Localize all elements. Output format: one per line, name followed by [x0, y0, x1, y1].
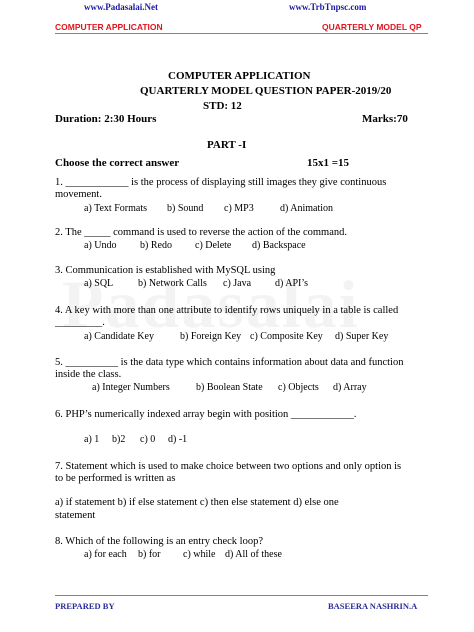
top-link-padasalai[interactable]: www.Padasalai.Net: [84, 2, 158, 12]
question-6-option-c: c) 0: [140, 434, 156, 445]
question-4-option-a: a) Candidate Key: [84, 331, 154, 342]
question-1-option-c: c) MP3: [224, 203, 254, 214]
question-5-option-a: a) Integer Numbers: [92, 382, 170, 393]
top-link-trbtnpsc[interactable]: www.TrbTnpsc.com: [289, 2, 367, 12]
doc-std: STD: 12: [203, 100, 242, 112]
question-3-option-a: a) SQL: [84, 278, 114, 289]
header-exam: QUARTERLY MODEL QP: [322, 22, 422, 32]
question-2-option-b: b) Redo: [140, 240, 172, 251]
question-8-line-1: 8. Which of the following is an entry check loop?: [55, 536, 264, 547]
question-5-option-b: b) Boolean State: [196, 382, 263, 393]
question-2-option-d: d) Backspace: [252, 240, 306, 251]
question-3-line-1: 3. Communication is established with MySQL using: [55, 265, 276, 276]
question-6-option-b: b)2: [112, 434, 126, 445]
question-5-option-c: c) Objects: [278, 382, 319, 393]
question-1-option-a: a) Text Formats: [84, 203, 147, 214]
footer-prepared-by: PREPARED BY: [55, 601, 115, 611]
question-4-line-2: _________.: [55, 317, 105, 328]
question-2-line-1: 2. The _____ command is used to reverse the action of the command.: [55, 227, 347, 238]
question-8-option-c: c) while: [183, 549, 216, 560]
question-6-line-1: 6. PHP’s numerically indexed array begin with position ____________.: [55, 409, 357, 420]
question-3-option-d: d) API’s: [275, 278, 309, 289]
question-7-options-cont: statement: [55, 510, 96, 521]
marks: Marks:70: [362, 113, 408, 125]
question-1-line-2: movement.: [55, 189, 102, 200]
question-1-option-b: b) Sound: [167, 203, 204, 214]
question-2-option-a: a) Undo: [84, 240, 117, 251]
question-4-option-d: d) Super Key: [335, 331, 389, 342]
header-subject: COMPUTER APPLICATION: [55, 22, 163, 32]
question-5-line-2: inside the class.: [55, 369, 122, 380]
question-3-option-c: c) Java: [223, 278, 252, 289]
question-4-option-c: c) Composite Key: [250, 331, 323, 342]
question-8-option-d: d) All of these: [225, 549, 282, 560]
footer-author: BASEERA NASHRIN.A: [328, 601, 418, 611]
question-4-line-1: 4. A key with more than one attribute to identify rows uniquely in a table is called: [55, 305, 399, 316]
part-heading: PART -I: [207, 139, 247, 151]
score: 15x1 =15: [307, 157, 350, 169]
doc-subtitle: QUARTERLY MODEL QUESTION PAPER-2019/20: [140, 85, 392, 97]
question-6-option-a: a) 1: [84, 434, 100, 445]
question-5-option-d: d) Array: [333, 382, 367, 393]
question-7-line-2: to be performed is written as: [55, 473, 176, 484]
question-7-options: a) if statement b) if else statement c) then else statement d) else one: [55, 497, 339, 508]
question-8-option-a: a) for each: [84, 549, 127, 560]
question-3-option-b: b) Network Calls: [138, 278, 207, 289]
question-8-option-b: b) for: [138, 549, 161, 560]
duration: Duration: 2:30 Hours: [55, 113, 157, 125]
instruction: Choose the correct answer: [55, 157, 180, 169]
question-5-line-1: 5. __________ is the data type which contains information about data and function: [55, 357, 404, 368]
footer-divider: [55, 595, 428, 596]
question-6-option-d: d) -1: [168, 434, 188, 445]
question-1-option-d: d) Animation: [280, 203, 334, 214]
question-1-line-1: 1. ____________ is the process of displaying still images they give continuous: [55, 177, 387, 188]
doc-title: COMPUTER APPLICATION: [168, 70, 311, 82]
question-2-option-c: c) Delete: [195, 240, 232, 251]
header-divider: [55, 33, 428, 34]
question-7-line-1: 7. Statement which is used to make choice between two options and only option is: [55, 461, 402, 472]
question-4-option-b: b) Foreign Key: [180, 331, 242, 342]
